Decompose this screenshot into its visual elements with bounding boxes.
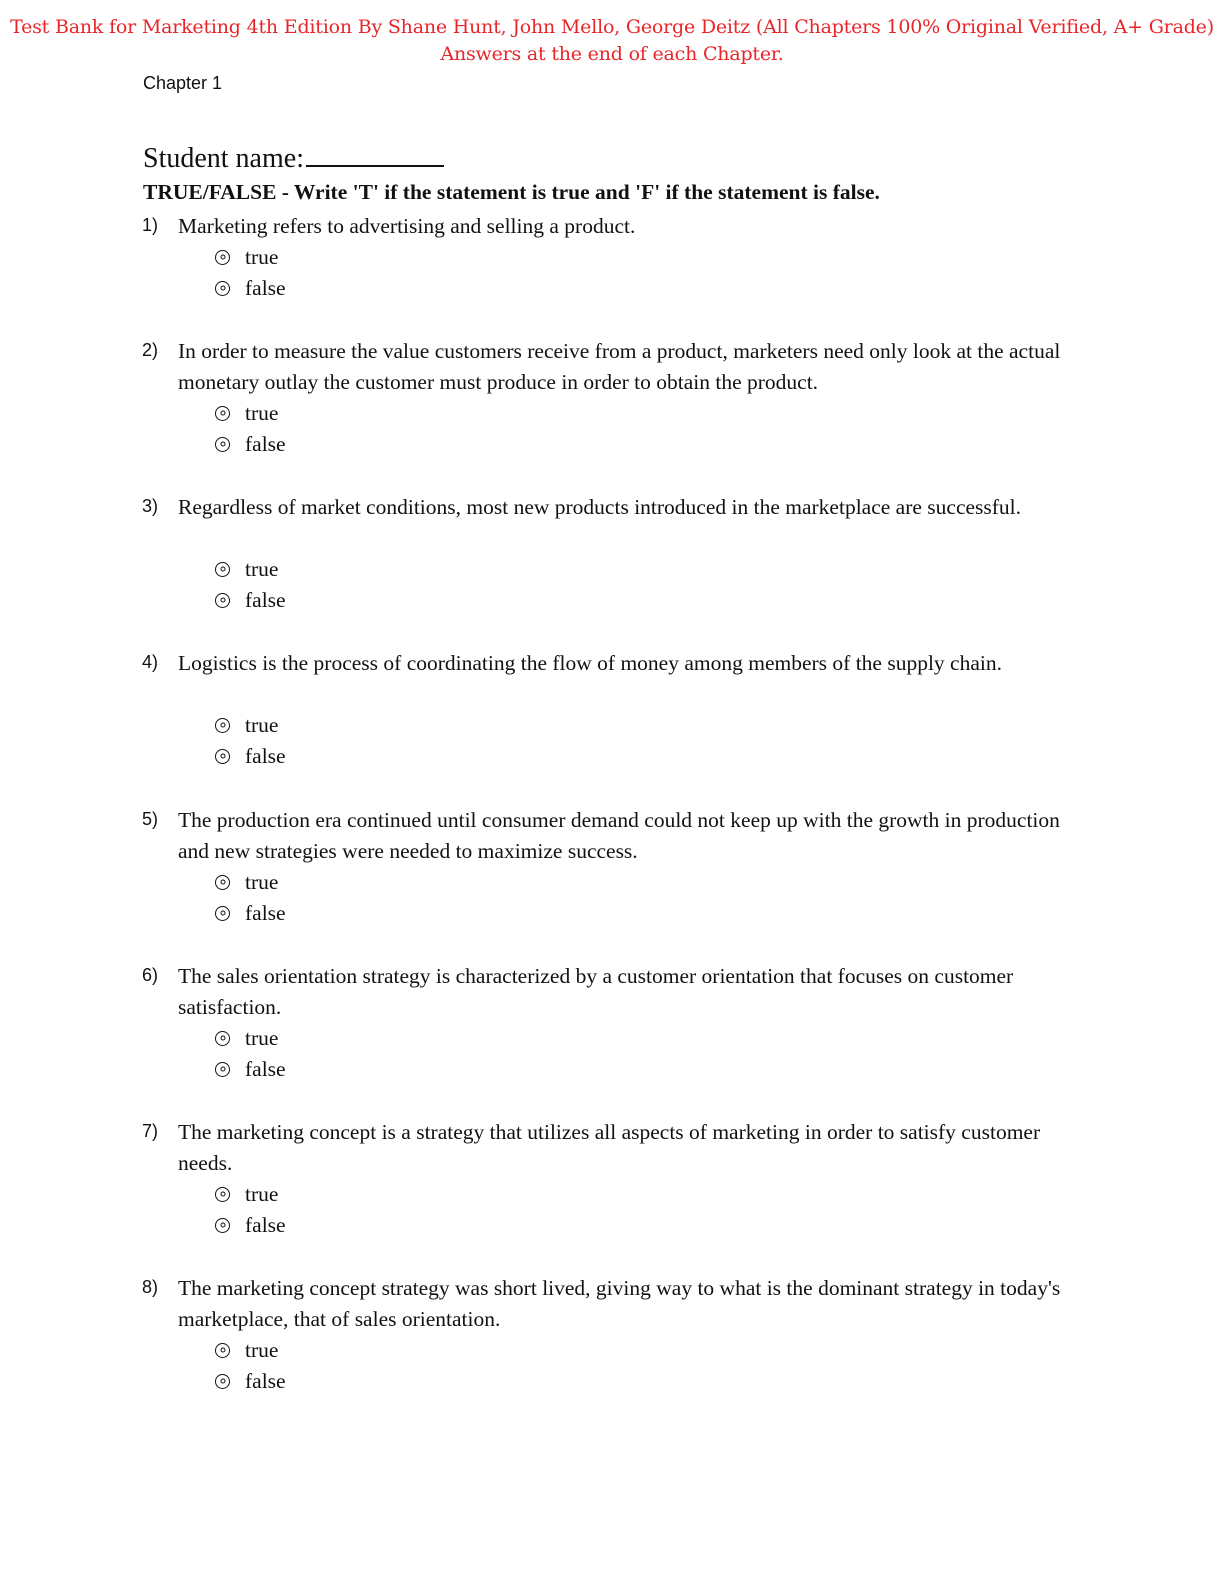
student-name-label: Student name: — [143, 143, 304, 174]
question-text: Logistics is the process of coordinating the flow of money among members of the supply chain. — [178, 651, 1002, 675]
option-label: false — [245, 431, 286, 456]
question-text: The marketing concept strategy was short lived, giving way to what is the dominant strategy in today's marketplace, that of sales orientation. — [178, 1276, 1061, 1331]
question-text: Marketing refers to advertising and selling a product. — [178, 214, 636, 238]
option-true[interactable] — [215, 1024, 278, 1052]
question-text: The marketing concept is a strategy that utilizes all aspects of marketing in order to satisfy customer needs. — [178, 1120, 1041, 1175]
option-true[interactable] — [215, 868, 278, 896]
option-false[interactable] — [215, 586, 286, 614]
banner-subtitle: Answers at the end of each Chapter. — [440, 43, 784, 65]
banner-title: Test Bank for Marketing 4th Edition By Shane Hunt, John Mello, George Deitz (All Chapters 100% Original Verified, A+ Grade) — [10, 16, 1214, 38]
option-label: true — [245, 244, 279, 269]
question-text: Regardless of market conditions, most new products introduced in the marketplace are successful. — [178, 495, 1022, 519]
question-number: 8) — [142, 1277, 159, 1297]
radio-icon[interactable] — [215, 1343, 230, 1358]
radio-icon[interactable] — [215, 1218, 230, 1233]
option-true[interactable] — [215, 555, 278, 583]
option-label: false — [245, 743, 286, 768]
option-label: true — [245, 1181, 279, 1206]
option-true[interactable] — [215, 243, 278, 271]
option-false[interactable] — [215, 1367, 286, 1395]
chapter-heading: Chapter 1 — [143, 73, 223, 93]
radio-icon[interactable] — [215, 406, 230, 421]
radio-icon[interactable] — [215, 749, 230, 764]
section-instructions: TRUE/FALSE - Write 'T' if the statement is true and 'F' if the statement is false. — [143, 180, 880, 204]
header-banner — [0, 14, 1224, 68]
option-label: false — [245, 587, 286, 612]
option-false[interactable] — [215, 1055, 286, 1083]
question-number: 7) — [142, 1121, 159, 1141]
radio-icon[interactable] — [215, 250, 230, 265]
radio-icon[interactable] — [215, 437, 230, 452]
option-true[interactable] — [215, 711, 278, 739]
radio-icon[interactable] — [215, 562, 230, 577]
option-label: true — [245, 1337, 279, 1362]
student-name-blank[interactable] — [306, 164, 444, 167]
option-label: false — [245, 275, 286, 300]
question-number: 3) — [142, 496, 159, 516]
option-label: false — [245, 900, 286, 925]
option-false[interactable] — [215, 430, 286, 458]
option-label: false — [245, 1212, 286, 1237]
radio-icon[interactable] — [215, 718, 230, 733]
question-number: 1) — [142, 215, 159, 235]
question-number: 6) — [142, 965, 159, 985]
radio-icon[interactable] — [215, 875, 230, 890]
option-false[interactable] — [215, 1211, 286, 1239]
option-label: true — [245, 712, 279, 737]
option-false[interactable] — [215, 899, 286, 927]
question-number: 4) — [142, 652, 159, 672]
option-label: true — [245, 400, 279, 425]
question-number: 2) — [142, 340, 159, 360]
radio-icon[interactable] — [215, 593, 230, 608]
radio-icon[interactable] — [215, 1062, 230, 1077]
question-text: The sales orientation strategy is characterized by a customer orientation that focuses on customer satisfaction. — [178, 964, 1014, 1019]
option-true[interactable] — [215, 399, 278, 427]
radio-icon[interactable] — [215, 1374, 230, 1389]
question-text: The production era continued until consumer demand could not keep up with the growth in production and new strategies were needed to maximize success. — [178, 808, 1060, 863]
option-label: false — [245, 1056, 286, 1081]
radio-icon[interactable] — [215, 1187, 230, 1202]
option-true[interactable] — [215, 1336, 278, 1364]
question-number: 5) — [142, 809, 159, 829]
student-name-line — [143, 143, 444, 175]
question-text: In order to measure the value customers receive from a product, marketers need only look at the actual monetary outlay the customer must produce in order to obtain the product. — [178, 339, 1061, 394]
option-false[interactable] — [215, 274, 286, 302]
option-label: true — [245, 1025, 279, 1050]
option-true[interactable] — [215, 1180, 278, 1208]
option-label: true — [245, 869, 279, 894]
radio-icon[interactable] — [215, 281, 230, 296]
radio-icon[interactable] — [215, 1031, 230, 1046]
option-label: true — [245, 556, 279, 581]
radio-icon[interactable] — [215, 906, 230, 921]
option-label: false — [245, 1368, 286, 1393]
option-false[interactable] — [215, 742, 286, 770]
